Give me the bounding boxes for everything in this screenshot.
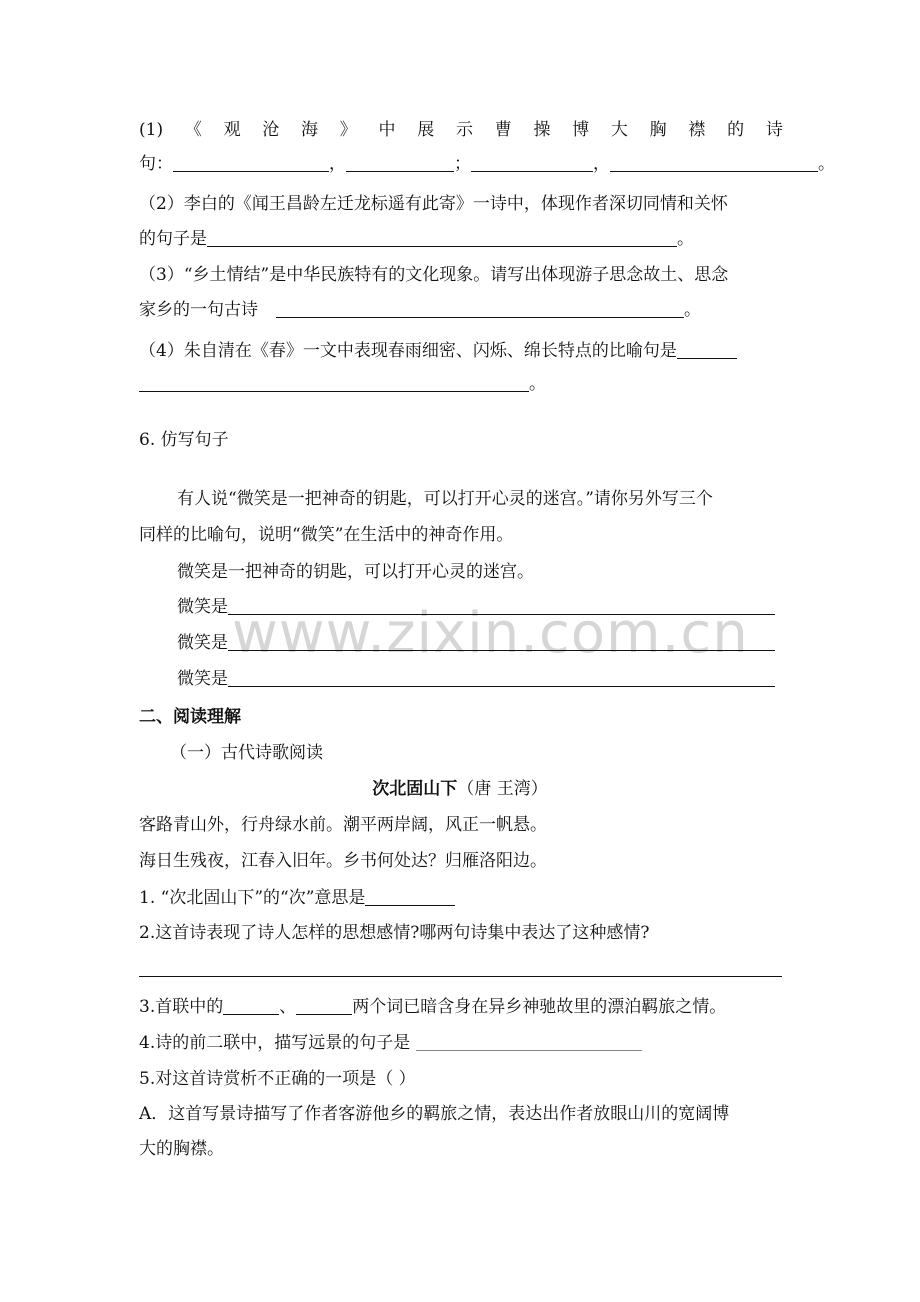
q6-blank-prefix: 微笑是 bbox=[177, 633, 228, 653]
answer-blank[interactable] bbox=[610, 153, 818, 172]
q6-blank-row-3 bbox=[177, 668, 775, 690]
poem-author: （唐 王湾） bbox=[457, 779, 548, 799]
q5-item1-char: 博 bbox=[572, 120, 590, 140]
answer-blank[interactable] bbox=[228, 632, 775, 651]
q5-item1-char: 展 bbox=[417, 120, 435, 140]
q5-item1-char: 的 bbox=[727, 120, 745, 140]
q5-item1-char: (1) bbox=[139, 120, 164, 140]
q6-blank-row-1 bbox=[177, 596, 775, 618]
sep-comma: ， bbox=[329, 154, 346, 174]
q6-intro-line1: 有人说“微笑是一把神奇的钥匙，可以打开心灵的迷宫。”请你另外写三个 bbox=[177, 489, 713, 509]
answer-line[interactable] bbox=[139, 976, 782, 977]
q5-item4-line1 bbox=[139, 340, 737, 362]
q5-item2-line2 bbox=[139, 228, 694, 250]
question-text: 1. “次北固山下”的“次”意思是 bbox=[139, 888, 366, 908]
end-period: 。 bbox=[677, 229, 694, 249]
watermark: www.zixin.com.cn bbox=[232, 601, 749, 666]
reading-question-1 bbox=[139, 887, 455, 909]
q5-item1-char: 诗 bbox=[765, 120, 783, 140]
q5-item4-line2 bbox=[139, 373, 546, 395]
q5-item1-char: 海 bbox=[301, 120, 319, 140]
q5-item1-char: 》 bbox=[339, 120, 357, 140]
q5-item1-char: 胸 bbox=[649, 120, 667, 140]
end-period: 。 bbox=[818, 154, 835, 174]
poem-line-1: 客路青山外，行舟绿水前。潮平两岸阔，风正一帆悬。 bbox=[139, 815, 547, 835]
question-text: 3.首联中的 bbox=[139, 997, 224, 1017]
poem-title: 次北固山下 bbox=[372, 779, 458, 799]
q5-item3-line2 bbox=[139, 299, 701, 321]
q5-item1-char: 《 bbox=[184, 120, 202, 140]
q6-blank-prefix: 微笑是 bbox=[177, 597, 228, 617]
answer-blank[interactable] bbox=[416, 1032, 642, 1051]
q5-item1-char: 中 bbox=[378, 120, 396, 140]
answer-blank[interactable] bbox=[276, 299, 684, 318]
reading-question-3 bbox=[139, 996, 726, 1018]
q5-item1-char: 大 bbox=[610, 120, 628, 140]
q6-blank-row-2 bbox=[177, 632, 775, 654]
sep-semicolon: ； bbox=[454, 154, 471, 174]
option-a-line-2: 大的胸襟。 bbox=[139, 1139, 224, 1159]
q5-item1-char: 示 bbox=[455, 120, 473, 140]
answer-blank[interactable] bbox=[471, 153, 593, 172]
reading-question-5: 5.对这首诗赏析不正确的一项是（ ） bbox=[139, 1069, 416, 1089]
question-text: 4.诗的前二联中，描写远景的句子是 bbox=[139, 1033, 416, 1053]
answer-blank[interactable] bbox=[296, 996, 352, 1015]
answer-blank[interactable] bbox=[173, 153, 329, 172]
answer-blank[interactable] bbox=[677, 340, 737, 359]
q5-item1-prefix: 句： bbox=[139, 154, 173, 174]
q5-item1-char: 沧 bbox=[262, 120, 280, 140]
q5-item2-line1: （2）李白的《闻王昌龄左迁龙标遥有此寄》一诗中，体现作者深切同情和关怀 bbox=[139, 194, 728, 214]
answer-blank[interactable] bbox=[139, 373, 529, 392]
q5-item3-prefix: 家乡的一句古诗 bbox=[139, 300, 258, 320]
option-a-line-1: A．这首写景诗描写了作者客游他乡的羁旅之情，表达出作者放眼山川的宽阔博 bbox=[139, 1104, 730, 1124]
answer-blank[interactable] bbox=[228, 668, 775, 687]
end-period: 。 bbox=[684, 300, 701, 320]
question-sep: 、 bbox=[279, 997, 297, 1017]
q6-example: 微笑是一把神奇的钥匙，可以打开心灵的迷宫。 bbox=[177, 562, 534, 582]
q5-item1-char: 曹 bbox=[494, 120, 512, 140]
sep-comma: ， bbox=[593, 154, 610, 174]
end-period: 。 bbox=[529, 374, 546, 394]
poem-heading bbox=[0, 778, 920, 800]
q5-item1-char: 襟 bbox=[688, 120, 706, 140]
section-heading: 二、阅读理解 bbox=[139, 707, 241, 727]
q6-blank-prefix: 微笑是 bbox=[177, 669, 228, 689]
answer-blank[interactable] bbox=[346, 153, 454, 172]
q6-title: 6. 仿写句子 bbox=[139, 430, 229, 450]
q5-item1-char: 操 bbox=[533, 120, 551, 140]
q5-item3-line1: （3）“乡土情结”是中华民族特有的文化现象。请写出体现游子思念故土、思念 bbox=[139, 265, 729, 285]
q5-item1-line2 bbox=[139, 153, 835, 175]
reading-question-4 bbox=[139, 1032, 642, 1054]
q5-item1-char: 观 bbox=[223, 120, 241, 140]
poem-line-2: 海日生残夜，江春入旧年。乡书何处达？归雁洛阳边。 bbox=[139, 851, 547, 871]
answer-blank[interactable] bbox=[223, 996, 279, 1015]
section-subheading: （一）古代诗歌阅读 bbox=[170, 743, 323, 763]
answer-blank[interactable] bbox=[207, 228, 677, 247]
answer-blank[interactable] bbox=[228, 596, 775, 615]
question-text: 两个词已暗含身在异乡神驰故里的漂泊羁旅之情。 bbox=[352, 997, 727, 1017]
q5-item4-text: （4）朱自清在《春》一文中表现春雨细密、闪烁、绵长特点的比喻句是 bbox=[139, 341, 677, 361]
q5-item1-line1 bbox=[139, 119, 783, 141]
reading-question-2: 2.这首诗表现了诗人怎样的思想感情?哪两句诗集中表达了这种感情? bbox=[139, 923, 650, 943]
answer-blank[interactable] bbox=[365, 887, 455, 906]
q5-item2-prefix: 的句子是 bbox=[139, 229, 207, 249]
q6-intro-line2: 同样的比喻句，说明“微笑”在生活中的神奇作用。 bbox=[139, 525, 514, 545]
